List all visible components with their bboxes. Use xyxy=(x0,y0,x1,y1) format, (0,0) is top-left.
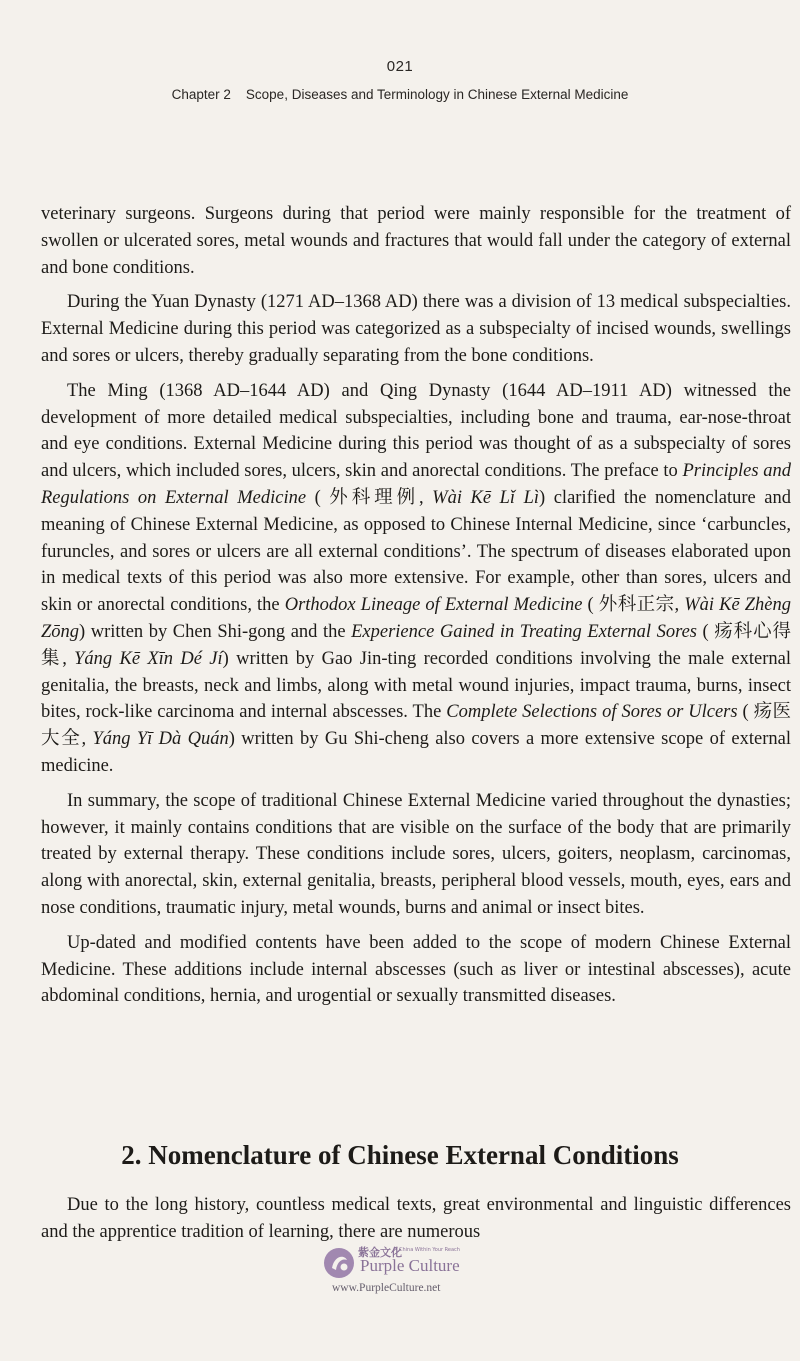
purple-culture-logo-icon xyxy=(322,1246,356,1280)
text-run: ) written by Gu Shi-cheng also covers a more extensive scope of external medicine. xyxy=(41,729,791,776)
pinyin-title: Yáng Yī Dà Quán xyxy=(92,729,229,750)
text-run: ( 疡科心得集, xyxy=(41,621,792,669)
pinyin-title: Yáng Kē Xīn Dé Jí xyxy=(74,648,223,669)
section-paragraph-1: Due to the long history, countless medical texts, great environmental and linguistic differences and the apprentice tradition of learning, there are numerous xyxy=(41,1195,791,1242)
body-text xyxy=(41,201,791,1018)
paragraph-1: veterinary surgeons. Surgeons during that period were mainly responsible for the treatment of swollen or ulcerated sores, metal wounds and fractures that would fall under the category of external and bone conditions. xyxy=(41,204,791,278)
section-body-text xyxy=(41,1192,791,1246)
paragraph-2: During the Yuan Dynasty (1271 AD–1368 AD) there was a division of 13 medical subspecialties. External Medicine during this period was categorized as a subspecialty of incised wounds, swellings and sores or ulcers, thereby gradually separating from the bone conditions. xyxy=(41,292,791,366)
text-run: ) clarified the nomenclature and meaning of Chinese External Medicine, as opposed to Chinese Internal Medicine, since ‘carbuncles, furuncles, and sores or ulcers are all external conditions’. The spectrum of diseases elaborated upon in medical texts of this period was also more extensive. For example, other than sores, ulcers and skin or anorectal conditions, the xyxy=(41,487,791,616)
section-heading: 2. Nomenclature of Chinese External Conditions xyxy=(121,1140,679,1170)
paragraph-5: Up-dated and modified contents have been added to the scope of modern Chinese External Medicine. These additions include internal abscesses (such as liver or intestinal abscesses), acute abdominal conditions, hernia, and urogential or sexually transmitted diseases. xyxy=(41,932,791,1007)
text-run: The Ming (1368 AD–1644 AD) and Qing Dynasty (1644 AD–1911 AD) witnessed the development of more detailed medical subspecialties, including bone and trauma, ear-nose-throat and eye conditions. External Medicine during this period was thought of as a subspecialty of sores and ulcers, which included sores, ulcers, skin and anorectal conditions. The preface to xyxy=(41,380,791,482)
book-title: Experience Gained in Treating External Sores xyxy=(351,621,698,642)
watermark-url: www.PurpleCulture.net xyxy=(332,1282,441,1294)
page-header xyxy=(0,58,800,102)
watermark-brand: Purple Culture xyxy=(360,1256,460,1275)
paragraph-3 xyxy=(41,378,791,780)
text-run: ( 外科理例, xyxy=(306,487,433,508)
text-run: ) written by Gao Jin-ting recorded conditions involving the male external genitalia, the breasts, neck and limbs, along with metal wound injuries, impact trauma, burns, insect bites, rock-like carcinoma and internal abscesses. The xyxy=(41,648,791,723)
page-number: 021 xyxy=(386,58,414,75)
book-title: Principles and Regulations on External Medicine xyxy=(41,461,791,508)
paragraph-4: In summary, the scope of traditional Chinese External Medicine varied throughout the dynasties; however, it mainly contains conditions that are visible on the surface of the body that are primarily treated by external therapy. These conditions include sores, ulcers, goiters, neoplasm, carcinomas, along with anorectal, skin, external genitalia, breasts, peripheral blood vessels, mouth, eyes, ears and nose conditions, traumatic injury, metal wounds, burns and animal or insect bites. xyxy=(41,790,791,918)
watermark-tagline: A China Within Your Reach xyxy=(394,1247,460,1253)
text-run: ( 外科正宗, xyxy=(582,595,685,616)
text-run: ( 疡医大全, xyxy=(41,702,791,750)
watermark xyxy=(322,1244,532,1304)
text-run: ) written by Chen Shi-gong and the xyxy=(79,621,352,642)
book-title: Complete Selections of Sores or Ulcers xyxy=(446,702,738,723)
pinyin-title: Wài Kē Lǐ Lì xyxy=(432,487,540,508)
book-title: Orthodox Lineage of External Medicine xyxy=(284,595,583,616)
watermark-chinese: 紫金文化 xyxy=(358,1246,402,1259)
pinyin-title: Wài Kē Zhèng Zōng xyxy=(41,595,791,642)
running-head: Chapter 2 Scope, Diseases and Terminology in Chinese External Medicine xyxy=(171,87,629,102)
